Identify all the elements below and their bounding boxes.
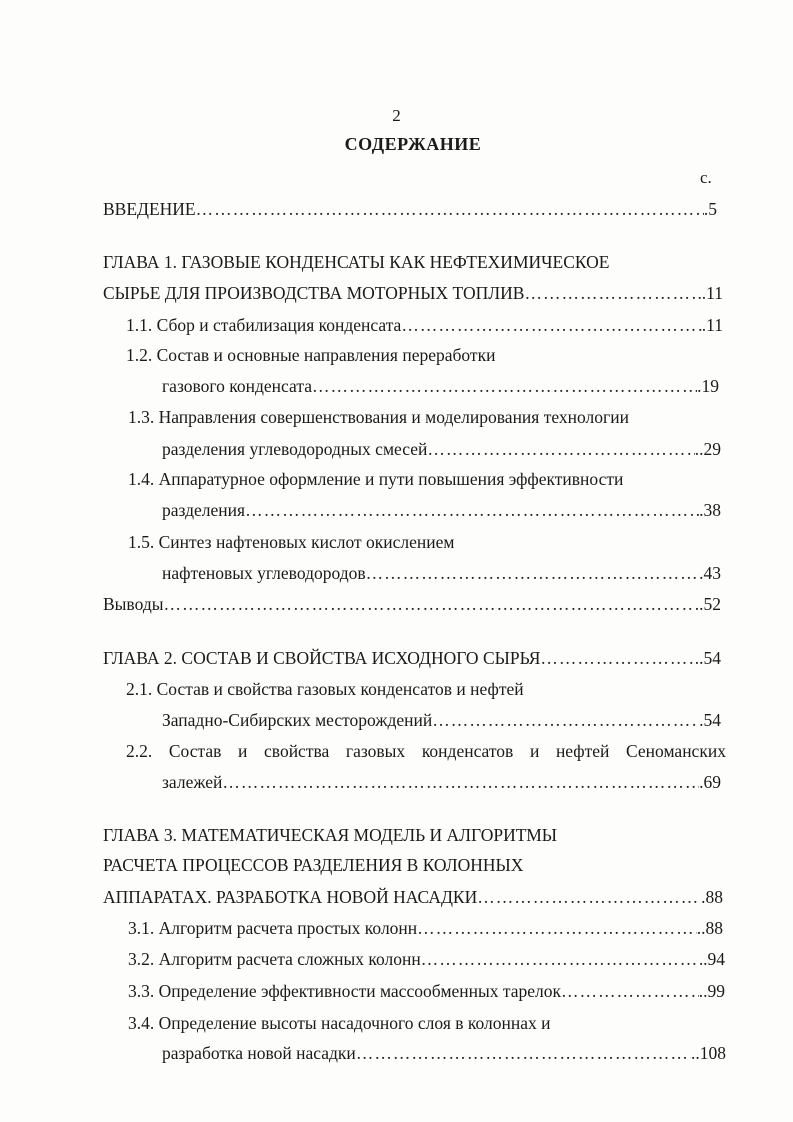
toc-entry-1-2-title: 1.2. Состав и основные направления переработки (126, 345, 496, 365)
toc-entry-page: .88 (701, 887, 723, 907)
toc-entry-1-5[interactable] (162, 560, 721, 586)
toc-entry-3-3[interactable] (128, 978, 725, 1004)
toc-entry-conclusions[interactable] (103, 591, 721, 617)
leader-dots (417, 915, 697, 941)
leader-dots (163, 591, 694, 617)
toc-entry-page: ..88 (696, 918, 723, 938)
toc-entry-text: ГЛАВА 2. СОСТАВ И СВОЙСТВА ИСХОДНОГО СЫРЬЯ (103, 648, 541, 668)
toc-entry-1-3-title: 1.3. Направления совершенствования и моделирования технологии (128, 407, 629, 427)
toc-entry-1-3[interactable] (162, 436, 721, 462)
toc-entry-3-1[interactable] (128, 915, 723, 941)
toc-entry-text: залежей (162, 772, 223, 792)
toc-entry-text: разделения углеводородных смесей (162, 439, 428, 459)
toc-entry-text: нафтеновых углеводородов (162, 563, 366, 583)
toc-entry-1-4[interactable] (162, 497, 721, 523)
word: и (238, 741, 248, 761)
toc-entry-text: АППАРАТАХ. РАЗРАБОТКА НОВОЙ НАСАДКИ (103, 887, 478, 907)
toc-entry-text: разработка новой насадки (162, 1043, 356, 1063)
word: нефтей (555, 741, 610, 761)
word: и (529, 741, 540, 761)
chapter-3-heading-line-2: РАСЧЕТА ПРОЦЕССОВ РАЗДЕЛЕНИЯ В КОЛОННЫХ (103, 855, 524, 875)
toc-entry-1-4-title: 1.4. Аппаратурное оформление и пути повышения эффективности (128, 469, 624, 489)
word: газовых (345, 741, 406, 761)
toc-entry-text: СЫРЬЕ ДЛЯ ПРОИЗВОДСТВА МОТОРНЫХ ТОПЛИВ (103, 283, 525, 303)
leader-dots (366, 560, 699, 586)
leader-dots (222, 769, 699, 795)
word: 2.2. (126, 741, 153, 761)
leader-dots (356, 1040, 691, 1066)
toc-entry-text: Западно-Сибирских месторождений (162, 710, 433, 730)
leader-dots (540, 645, 694, 671)
leader-dots (477, 884, 701, 910)
toc-entry-text: 1.1. Сбор и стабилизация конденсата (126, 315, 402, 335)
toc-entry-chapter-1[interactable] (103, 280, 723, 306)
toc-entry-3-4-title: 3.4. Определение высоты насадочного слоя в колоннах и (128, 1013, 551, 1033)
toc-entry-2-2-title (126, 738, 726, 764)
toc-entry-1-1[interactable] (126, 312, 723, 338)
chapter-1-heading: ГЛАВА 1. ГАЗОВЫЕ КОНДЕНСАТЫ КАК НЕФТЕХИМИЧЕСКОЕ (103, 252, 610, 272)
toc-entry-text: разделения (162, 500, 246, 520)
chapter-3-heading-line-1: ГЛАВА 3. МАТЕМАТИЧЕСКАЯ МОДЕЛЬ И АЛГОРИТМЫ (103, 825, 558, 845)
word: свойства (264, 741, 330, 761)
toc-entry-page: .69 (699, 772, 721, 792)
leader-dots (312, 373, 697, 399)
toc-entry-intro[interactable] (103, 196, 717, 222)
toc-entry-page: .38 (699, 500, 721, 520)
toc-entry-page: ..99 (698, 981, 725, 1001)
toc-entry-3-2[interactable] (128, 946, 725, 972)
toc-entry-page: .54 (699, 710, 721, 730)
leader-dots (401, 312, 701, 338)
toc-entry-page: ..108 (691, 1043, 726, 1063)
toc-entry-page: .11 (701, 283, 723, 303)
toc-entry-text: газового конденсата (162, 376, 312, 396)
toc-entry-page: .19 (697, 376, 719, 396)
toc-entry-chapter-3[interactable] (103, 884, 723, 910)
toc-entry-text: 3.3. Определение эффективности массообменных тарелок (128, 981, 562, 1001)
word: конденсатов (421, 741, 514, 761)
toc-entry-page: .11 (701, 315, 723, 335)
leader-dots (432, 707, 699, 733)
toc-entry-text: 3.2. Алгоритм расчета сложных колонн (128, 949, 421, 969)
toc-entry-page: ..29 (694, 439, 721, 459)
toc-entry-text: ВВЕДЕНИЕ (103, 199, 196, 219)
toc-entry-chapter-2[interactable] (103, 645, 721, 671)
toc-entry-2-2[interactable] (162, 769, 721, 795)
toc-entry-1-5-title: 1.5. Синтез нафтеновых кислот окислением (128, 532, 455, 552)
leader-dots (196, 196, 704, 222)
toc-entry-3-4[interactable] (162, 1040, 726, 1066)
leader-dots (561, 978, 699, 1004)
toc-entry-page: .5 (703, 199, 717, 219)
toc-entry-page: ..54 (694, 648, 721, 668)
leader-dots (421, 946, 703, 972)
toc-entry-2-1-title: 2.1. Состав и свойства газовых конденсатов и нефтей (126, 679, 524, 699)
toc-entry-page: ..52 (694, 594, 721, 614)
page-number: 2 (392, 106, 401, 125)
page-title: СОДЕРЖАНИЕ (344, 134, 482, 154)
toc-entry-text: Выводы (103, 594, 164, 614)
leader-dots (524, 280, 701, 306)
page-column-label: с. (700, 168, 712, 187)
toc-entry-text: 3.1. Алгоритм расчета простых колонн (128, 918, 418, 938)
leader-dots (427, 436, 694, 462)
word: Состав (168, 741, 222, 761)
leader-dots (245, 497, 699, 523)
toc-entry-1-2[interactable] (162, 373, 719, 399)
toc-entry-page: .94 (703, 949, 725, 969)
toc-entry-2-1[interactable] (162, 707, 721, 733)
toc-entry-page: .43 (699, 563, 721, 583)
word: Сеноманских (626, 741, 726, 761)
